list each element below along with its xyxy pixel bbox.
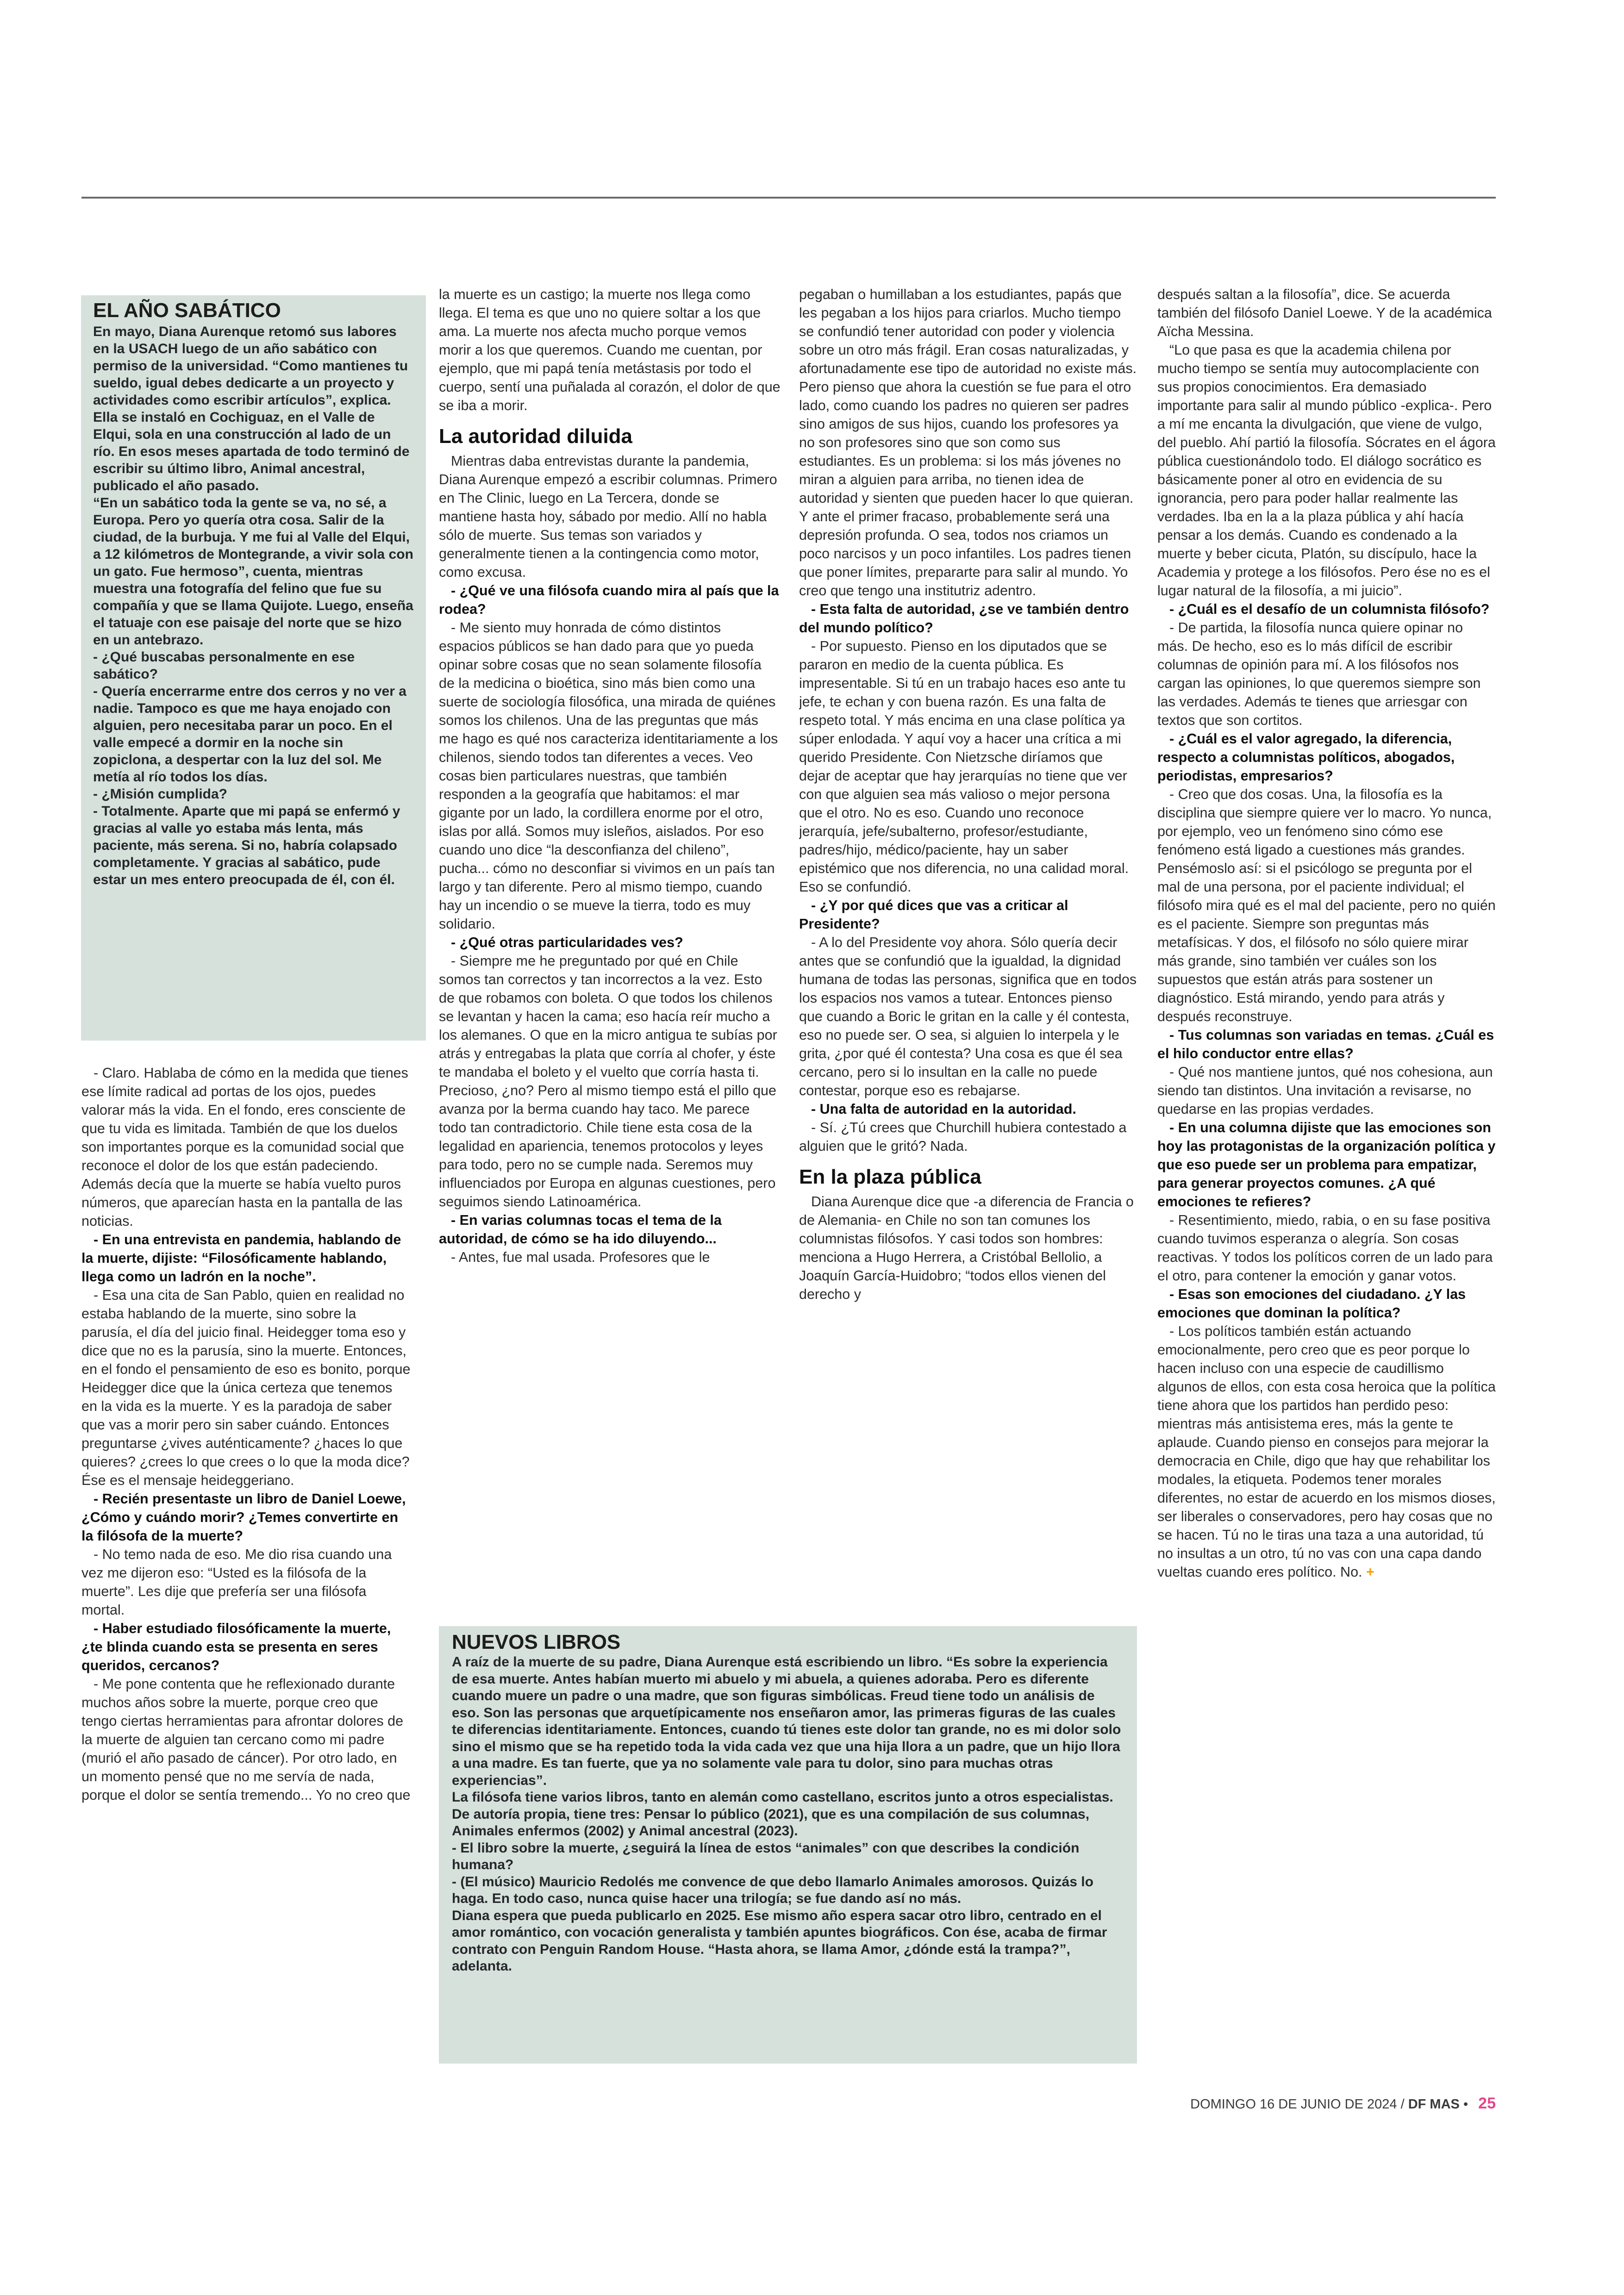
answer-paragraph [1157, 1322, 1496, 1581]
sidebar-box-nuevos-libros [439, 1626, 1137, 2064]
question-paragraph: - ¿Qué ve una filósofa cuando mira al país que la rodea? [439, 583, 779, 617]
question-paragraph: - Tus columnas son variadas en temas. ¿Cuál es el hilo conductor entre ellas? [1157, 1027, 1494, 1061]
answer-paragraph: - No temo nada de eso. Me dio risa cuando una vez me dijeron eso: “Usted es la filósofa de la muerte”. Les dije que prefería ser una filósofa mortal. [81, 1547, 392, 1618]
body-paragraph: después saltan a la filosofía”, dice. Se acuerda también del filósofo Daniel Loewe. Y de la académica Aïcha Messina. [1157, 287, 1492, 339]
footer-separator: / [1400, 2097, 1405, 2112]
box-paragraph: Diana espera que pueda publicarlo en 2025. Ese mismo año espera sacar otro libro, centrado en el amor romántico, con vocación generalista y también apuntes biográficos. Con ése, acaba de firmar contrato con Penguin Random House. “Hasta ahora, se llama Amor, ¿dónde está la trampa?”, adelanta. [452, 1908, 1107, 1974]
answer-paragraph: - Esa una cita de San Pablo, quien en realidad no estaba hablando de la muerte, sino sobre la parusía, el día del juicio final. Heidegger toma eso y dice que no es la parusía, sino la muerte. Entonces, en el fondo el pensamiento de eso es bonito, porque Heidegger dice que la única certeza que tenemos en la vida es la muerte. Y es la paradoja de saber que vas a morir pero sin saber cuándo. Entonces preguntarse ¿vives auténticamente? ¿haces lo que quieres? ¿crees lo que crees o lo que la moda dice? Ése es el mensaje heideggeriano. [81, 1287, 411, 1488]
question-paragraph: - Esta falta de autoridad, ¿se ve también dentro del mundo político? [799, 601, 1129, 636]
box-question: - ¿Qué buscabas personalmente en ese sabático? [93, 649, 355, 682]
box-paragraph: - Quería encerrarme entre dos cerros y no ver a nadie. Tampoco es que me haya enojado con alguien, pero necesitaba parar un poco. En el valle empecé a dormir en la noche sin zopiclona, a despertar con la luz del sol. Me metía al río todos los días. [93, 684, 406, 785]
final-answer-text: - Los políticos también están actuando emocionalmente, pero creo que es peor porque lo hacen incluso con una especie de caudillismo algunos de ellos, con esta cosa heroica que la política tiene ahora que los partidos han perdido peso: mientras más antisistema eres, más la gente te aplaude. Cuando pienso en consejos para mejorar la democracia en Chile, digo que hay que rehabilitar los modales, la etiqueta. Podemos tener morales diferentes, no estar de acuerdo en los mismos dioses, ser liberales o conservadores, pero hay cosas que no se hacen. Tú no le tiras una taza a una autoridad, tú no insultas a un otro, tú no vas con una capa dando vueltas cuando eres político. No. [1157, 1323, 1496, 1580]
article-column-2 [439, 285, 781, 1605]
page-number: 25 [1478, 2095, 1496, 2112]
footer-magazine: DF MAS [1408, 2097, 1460, 2112]
answer-paragraph: - Siempre me he preguntado por qué en Chile somos tan correctos y tan incorrectos a la vez. Esto de que robamos con boleta. O que todos los chilenos se levantan y hacen la cama; eso hacía reír mucho a los alemanes. O que en la micro antigua te subías por atrás y entregabas la plata que corría al chofer, y éste te mandaba el boleto y el vuelto que corría hasta ti. Precioso, ¿no? Pero al mismo tiempo está el pillo que avanza por la berma cuando hay taco. Me parece todo tan contradictorio. Chile tiene esta cosa de la legalidad en apariencia, tenemos protocolos y leyes para todo, pero no se cumple nada. Seremos muy influenciados por Europa en algunas cuestiones, pero seguimos siendo Latinoamérica. [439, 953, 777, 1210]
box-paragraph: “En un sabático toda la gente se va, no sé, a Europa. Pero yo quería otra cosa. Salir de la ciudad, de la burbuja. Y me fui al Valle del Elqui, a 12 kilómetros de Montegrande, a vivir sola con un gato. Fue hermoso”, cuenta, mientras muestra una fotografía del felino que fue su compañía y que se llama Quijote. Luego, enseña el tatuaje con ese paisaje del norte que se hizo en un antebrazo. [93, 495, 413, 648]
section-heading: En la plaza pública [799, 1166, 981, 1188]
answer-paragraph: - Resentimiento, miedo, rabia, o en su fase positiva cuando tuvimos esperanza o alegría. Son cosas reactivas. Y todos los políticos corren de un lado para el otro, para contener la emoción y ganar votos. [1157, 1212, 1493, 1284]
answer-paragraph: - De partida, la filosofía nunca quiere opinar no más. De hecho, eso es lo más difícil de escribir columnas de opinión para mí. A los filósofos nos cargan las opiniones, lo que queremos siempre son las verdades. Además te tienes que arriesgar con textos que son cortitos. [1157, 620, 1481, 728]
box-question: - ¿Misión cumplida? [93, 786, 227, 802]
article-column-3 [799, 285, 1137, 1605]
answer-paragraph: - Qué nos mantiene juntos, qué nos cohesiona, aun siendo tan distintos. Una invitación a revisarse, no quedarse en las propias verdades. [1157, 1064, 1493, 1117]
answer-paragraph: - Creo que dos cosas. Una, la filosofía es la disciplina que siempre quiere ver lo macro. Yo nunca, por ejemplo, veo un fenómeno sino cómo ese fenómeno está ligado a cuestiones más grandes. Pensémoslo así: si el psicólogo se pregunta por el mal de una persona, por el paciente individual; el filósofo mira qué es el mal del paciente, pero no quién es el paciente. Siempre son preguntas más metafísicas. Y dos, el filósofo no sólo quiere mirar más grande, sino también ver cuáles son los supuestos que están atrás para sostener un diagnóstico. Está mirando, yendo para atrás y después reconstruye. [1157, 786, 1496, 1024]
question-paragraph: - Una falta de autoridad en la autoridad. [811, 1101, 1076, 1117]
box-question: - El libro sobre la muerte, ¿seguirá la línea de estos “animales” con que describes la condición humana? [452, 1840, 1080, 1872]
article-column-4 [1157, 285, 1496, 2073]
question-paragraph: - ¿Y por qué dices que vas a criticar al Presidente? [799, 898, 1068, 932]
answer-paragraph: - Por supuesto. Pienso en los diputados que se pararon en medio de la cuenta pública. Es impresentable. Si tú en un trabajo haces eso ante tu jefe, te echan y con buena razón. Es una falta de respeto total. Y más encima en una clase política ya súper enlodada. Y aquí voy a hacer una crítica a mi querido Presidente. Con Nietzsche diríamos que dejar de aceptar que hay jerarquías no tiene que ver con que alguien sea más valioso o mejor persona que el otro. No es eso. Cuando uno reconoce jerarquía, jefe/subalterno, profesor/estudiante, padres/hijo, médico/paciente, hay un saber epistémico que nos diferencia, no una calidad moral. Eso se confundió. [799, 638, 1129, 895]
answer-paragraph: - Sí. ¿Tú crees que Churchill hubiera contestado a alguien que le gritó? Nada. [799, 1120, 1127, 1154]
question-paragraph: - Recién presentaste un libro de Daniel Loewe, ¿Cómo y cuándo morir? ¿Temes convertirte en la filósofa de la muerte? [81, 1491, 406, 1544]
answer-paragraph: - A lo del Presidente voy ahora. Sólo quería decir antes que se confundió que la igualdad, la dignidad humana de todas las personas, significa que en todos los espacios nos vamos a tutear. Entonces pienso que cuando a Boric le gritan en la calle y él contesta, eso no puede ser. O sea, si alguien lo interpela y le grita, ¿por qué él contesta? Una cosa es que él sea cercano, pero si lo insultan en la calle no puede contestar, porque eso es rebajarse. [799, 935, 1137, 1098]
top-rule [81, 197, 1496, 199]
question-paragraph: - ¿Cuál es el desafío de un columnista filósofo? [1169, 601, 1490, 617]
box-paragraph: La filósofa tiene varios libros, tanto en alemán como castellano, escritos junto a otros especialistas. De autoría propia, tiene tres: Pensar lo público (2021), que es una compilación de sus columnas, Animales enfermos (2002) y Animal ancestral (2023). [452, 1790, 1113, 1839]
sidebar-box-sabatico [81, 295, 426, 1041]
section-heading: La autoridad diluida [439, 425, 633, 448]
question-paragraph: - En una columna dijiste que las emociones son hoy las protagonistas de la organización política y que eso puede ser un problema para empatizar, para generar proyectos comunes. ¿A qué emociones te refieres? [1157, 1120, 1496, 1210]
question-paragraph: - Haber estudiado filosóficamente la muerte, ¿te blinda cuando esta se presenta en seres queridos, cercanos? [81, 1621, 391, 1673]
box-paragraph: - Totalmente. Aparte que mi papá se enfermó y gracias al valle yo estaba más lenta, más paciente, más serena. Si no, habría colapsado completamente. Y gracias al sabático, pude estar un mes entero preocupada de él, con él. [93, 804, 400, 887]
question-paragraph: - En varias columnas tocas el tema de la autoridad, de cómo se ha ido diluyendo... [439, 1212, 722, 1247]
body-paragraph: “Lo que pasa es que la academia chilena por mucho tiempo se sentía muy autocomplaciente con sus propios conocimientos. Era demasiado importante para salir al mundo público -explica-. Pero a mí me encanta la divulgación, que viene de vulgo, del pueblo. Ahí partió la filosofía. Sócrates en el ágora pública cuestionándolo todo. El diálogo socrático es básicamente poner al otro en evidencia de su ignorancia, pero para poder hallar realmente las verdades. Iba en la a la plaza pública y ahí hacía pensar a los demás. Cuando es condenado a la muerte y beber cicuta, Platón, su discípulo, hace la Academia y protege a los filósofos. Pero ése no es el lugar natural de la filosofía, a mi juicio”. [1157, 342, 1496, 599]
body-paragraph: la muerte es un castigo; la muerte nos llega como llega. El tema es que uno no quiere soltar a los que ama. La muerte nos afecta mucho porque vemos morir a los que queremos. Cuando me cuentan, por ejemplo, que mi papá tenía metástasis por todo el cuerpo, sentí una puñalada al corazón, el dolor de que se iba a morir. [439, 287, 781, 413]
footer-date: DOMINGO 16 DE JUNIO DE 2024 [1190, 2097, 1397, 2112]
box-paragraph: A raíz de la muerte de su padre, Diana Aurenque está escribiendo un libro. “Es sobre la experiencia de esa muerte. Antes habían muerto mi abuelo y mi abuela, a quienes adoraba. Pero es diferente cuando muere un padre o una madre, que son figuras simbólicas. Freud tiene todo un análisis de eso. Son las personas que arquetípicamente nos enseñaron amor, las primeras figuras de las cuales te diferencias identitariamente. Entonces, cuando tú tienes este dolor tan grande, no es mi dolor solo sino el mismo que se ha repetido toda la vida cada vez que una hija llora a un padre, que un hijo llora a una madre. Es tan fuerte, que ya no solamente vale para tu dolor, sino para muchas otras experiencias”. [452, 1654, 1121, 1788]
answer-paragraph: pegaban o humillaban a los estudiantes, papás que les pegaban a los hijos para criarlos. Mucho tiempo se confundió tener autoridad con poder y violencia sobre un otro más frágil. Eran cosas naturalizadas, y afortunadamente ese tipo de autoridad no existe más. Pero pienso que ahora la cuestión se fue para el otro lado, como cuando los padres no quieren ser padres sino amigos de sus hijos, cuando los profesores ya no son profesores sino que son como sus estudiantes. Es un problema: si los más jóvenes no miran a alguien para arriba, no tienen idea de autoridad y sienten que pueden hacer lo que quieran. Y ante el primer fracaso, probablemente será una depresión profunda. O sea, todos nos criamos un poco narcisos y un poco infantiles. Los padres tienen que poner límites, prepararte para salir al mundo. Yo creo que tengo una institutriz adentro. [799, 287, 1137, 599]
end-mark-icon: + [1366, 1564, 1374, 1580]
box-title: NUEVOS LIBROS [452, 1631, 621, 1653]
question-paragraph: - En una entrevista en pandemia, hablando de la muerte, dijiste: “Filosóficamente hablando, llega como un ladrón en la noche”. [81, 1232, 401, 1285]
answer-paragraph: - Me siento muy honrada de cómo distintos espacios públicos se han dado para que yo pueda opinar sobre cosas que no sean solamente filosofía de la medicina o bioética, sino más bien como una suerte de sociología filosófica, una mirada de quiénes somos los chilenos. Una de las preguntas que más me hago es qué nos caracteriza identitariamente a los chilenos, siendo todos tan diferentes a veces. Veo cosas bien particulares nuestras, que también responden a la geografía que habitamos: el mar gigante por un lado, la cordillera enorme por el otro, islas por allá. Somos muy isleños, aislados. Por eso cuando uno dice “la desconfianza del chileno”, pucha... cómo no desconfiar si vivimos en un país tan largo y tan diferente. Pero al mismo tiempo, cuando hay un incendio o se mueve la tierra, todo es muy solidario. [439, 620, 778, 932]
box-paragraph: En mayo, Diana Aurenque retomó sus labores en la USACH luego de un año sabático con permiso de la universidad. “Como mantienes tu sueldo, igual debes dedicarte a un proyecto y actividades como escribir artículos”, explica. Ella se instaló en Cochiguaz, en el Valle de Elqui, sola en una construcción al lado de un río. En esos meses apartada de todo terminó de escribir su último libro, Animal ancestral, publicado el año pasado. [93, 324, 410, 493]
article-column-1 [81, 1064, 411, 2073]
body-paragraph: Diana Aurenque dice que -a diferencia de Francia o de Alemania- en Chile no son tan comunes los columnistas filósofos. Y casi todos son hombres: menciona a Hugo Herrera, a Cristóbal Bellolio, a Joaquín García-Huidobro; “todos ellos vienen del derecho y [799, 1194, 1134, 1302]
page-footer [1120, 2092, 1496, 2114]
box-paragraph: - (El músico) Mauricio Redolés me convence de que debo llamarlo Animales amorosos. Quizás lo haga. En todo caso, nunca quise hacer una trilogía; se fue dando así no más. [452, 1874, 1093, 1906]
footer-bullet: • [1463, 2097, 1468, 2112]
answer-paragraph: - Claro. Hablaba de cómo en la medida que tienes ese límite radical ad portas de los ojos, puedes valorar más la vida. En el fondo, eres consciente de que tu vida es limitada. También de que los duelos son importantes porque es la comunidad social que reconoce el dolor de los que están padeciendo. Además decía que la muerte se había vuelto puros números, que aparecían hasta en la pantalla de las noticias. [81, 1065, 408, 1229]
question-paragraph: - ¿Qué otras particularidades ves? [451, 935, 683, 950]
box-title: EL AÑO SABÁTICO [93, 299, 281, 322]
answer-paragraph: - Antes, fue mal usada. Profesores que le [451, 1249, 710, 1265]
body-paragraph: Mientras daba entrevistas durante la pandemia, Diana Aurenque empezó a escribir columnas. Primero en The Clinic, luego en La Tercera, donde se mantiene hasta hoy, sábado por medio. Allí no habla sólo de muerte. Sus temas son variados y generalmente tienen a la contingencia como motor, como excusa. [439, 453, 777, 580]
answer-paragraph: - Me pone contenta que he reflexionado durante muchos años sobre la muerte, porque creo que tengo ciertas herramientas para afrontar dolores de la muerte de alguien tan cercano como mi padre (murió el año pasado de cáncer). Por otro lado, en un momento pensé que no me servía de nada, porque el dolor se sentía tremendo... Yo no creo que [81, 1676, 411, 1803]
question-paragraph: - Esas son emociones del ciudadano. ¿Y las emociones que dominan la política? [1157, 1286, 1466, 1321]
question-paragraph: - ¿Cuál es el valor agregado, la diferencia, respecto a columnistas políticos, abogados, periodistas, empresarios? [1157, 731, 1455, 784]
